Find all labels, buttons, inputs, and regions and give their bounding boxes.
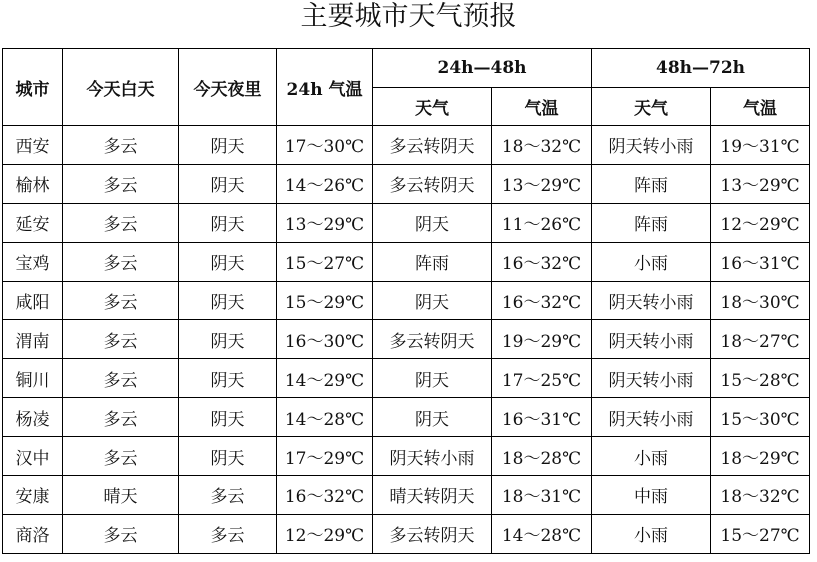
- cell-temp-48h: 17～25℃: [492, 359, 592, 398]
- cell-temp-72h: 19～31℃: [711, 126, 810, 165]
- table-row: [3, 398, 810, 437]
- cell-temp-24h: 14～26℃: [277, 164, 373, 203]
- cell-today-day: 多云: [63, 359, 179, 398]
- header-temp-24h: 24h 气温: [277, 49, 373, 126]
- header-today-night: 今天夜里: [179, 49, 277, 126]
- cell-weather-48h: 阴天: [373, 281, 492, 320]
- cell-weather-48h: 晴天转阴天: [373, 476, 492, 515]
- cell-temp-72h: 15～27℃: [711, 514, 810, 553]
- cell-temp-48h: 16～32℃: [492, 281, 592, 320]
- cell-weather-72h: 小雨: [592, 514, 711, 553]
- table-row: [3, 437, 810, 476]
- cell-today-day: 多云: [63, 437, 179, 476]
- cell-weather-72h: 中雨: [592, 476, 711, 515]
- cell-today-night: 多云: [179, 476, 277, 515]
- header-range-24-48: 24h—48h: [373, 49, 592, 88]
- header-temp-72: 气温: [711, 88, 810, 126]
- cell-temp-48h: 14～28℃: [492, 514, 592, 553]
- cell-weather-72h: 小雨: [592, 242, 711, 281]
- cell-weather-72h: 阵雨: [592, 203, 711, 242]
- cell-today-night: 阴天: [179, 320, 277, 359]
- cell-temp-48h: 13～29℃: [492, 164, 592, 203]
- cell-today-night: 阴天: [179, 242, 277, 281]
- cell-weather-48h: 多云转阴天: [373, 164, 492, 203]
- cell-today-night: 阴天: [179, 281, 277, 320]
- cell-temp-48h: 16～32℃: [492, 242, 592, 281]
- cell-weather-72h: 阴天转小雨: [592, 126, 711, 165]
- cell-temp-72h: 15～30℃: [711, 398, 810, 437]
- cell-city: 延安: [3, 203, 63, 242]
- cell-today-day: 多云: [63, 242, 179, 281]
- cell-temp-48h: 18～28℃: [492, 437, 592, 476]
- page-title: 主要城市天气预报: [300, 1, 517, 32]
- cell-today-night: 阴天: [179, 437, 277, 476]
- cell-today-day: 多云: [63, 126, 179, 165]
- cell-temp-48h: 18～31℃: [492, 476, 592, 515]
- cell-weather-72h: 阴天转小雨: [592, 398, 711, 437]
- cell-temp-24h: 14～29℃: [277, 359, 373, 398]
- cell-city: 安康: [3, 476, 63, 515]
- cell-city: 西安: [3, 126, 63, 165]
- cell-temp-72h: 18～29℃: [711, 437, 810, 476]
- cell-weather-72h: 阴天转小雨: [592, 359, 711, 398]
- header-weather-48: 天气: [373, 88, 492, 126]
- cell-weather-48h: 多云转阴天: [373, 126, 492, 165]
- cell-city: 杨凌: [3, 398, 63, 437]
- cell-temp-24h: 15～29℃: [277, 281, 373, 320]
- cell-city: 商洛: [3, 514, 63, 553]
- cell-today-day: 多云: [63, 203, 179, 242]
- cell-today-night: 阴天: [179, 359, 277, 398]
- table-row: [3, 359, 810, 398]
- cell-temp-24h: 17～29℃: [277, 437, 373, 476]
- table-row: [3, 242, 810, 281]
- cell-weather-72h: 阵雨: [592, 164, 711, 203]
- cell-city: 榆林: [3, 164, 63, 203]
- table-row: [3, 476, 810, 515]
- cell-city: 咸阳: [3, 281, 63, 320]
- table-row: [3, 281, 810, 320]
- cell-weather-48h: 阵雨: [373, 242, 492, 281]
- cell-temp-48h: 18～32℃: [492, 126, 592, 165]
- cell-temp-24h: 15～27℃: [277, 242, 373, 281]
- cell-temp-48h: 16～31℃: [492, 398, 592, 437]
- cell-today-day: 晴天: [63, 476, 179, 515]
- header-city: 城市: [3, 49, 63, 126]
- cell-today-day: 多云: [63, 164, 179, 203]
- cell-today-day: 多云: [63, 398, 179, 437]
- table-row: [3, 320, 810, 359]
- forecast-table: [2, 48, 810, 554]
- cell-today-day: 多云: [63, 320, 179, 359]
- cell-today-night: 阴天: [179, 398, 277, 437]
- header-range-48-72: 48h—72h: [592, 49, 810, 88]
- cell-temp-48h: 11～26℃: [492, 203, 592, 242]
- table-row: [3, 514, 810, 553]
- cell-today-day: 多云: [63, 514, 179, 553]
- cell-weather-48h: 阴天: [373, 359, 492, 398]
- cell-temp-72h: 18～27℃: [711, 320, 810, 359]
- cell-temp-72h: 18～32℃: [711, 476, 810, 515]
- table-row: [3, 164, 810, 203]
- header-temp-48: 气温: [492, 88, 592, 126]
- cell-weather-48h: 多云转阴天: [373, 320, 492, 359]
- cell-weather-48h: 阴天: [373, 398, 492, 437]
- cell-temp-48h: 19～29℃: [492, 320, 592, 359]
- cell-today-night: 阴天: [179, 164, 277, 203]
- cell-temp-72h: 12～29℃: [711, 203, 810, 242]
- cell-today-day: 多云: [63, 281, 179, 320]
- cell-weather-48h: 阴天: [373, 203, 492, 242]
- cell-weather-48h: 多云转阴天: [373, 514, 492, 553]
- cell-temp-24h: 13～29℃: [277, 203, 373, 242]
- cell-weather-72h: 小雨: [592, 437, 711, 476]
- cell-city: 渭南: [3, 320, 63, 359]
- header-weather-72: 天气: [592, 88, 711, 126]
- cell-today-night: 阴天: [179, 126, 277, 165]
- cell-weather-72h: 阴天转小雨: [592, 281, 711, 320]
- cell-city: 铜川: [3, 359, 63, 398]
- cell-temp-72h: 13～29℃: [711, 164, 810, 203]
- cell-temp-72h: 15～28℃: [711, 359, 810, 398]
- cell-temp-24h: 14～28℃: [277, 398, 373, 437]
- cell-temp-24h: 16～30℃: [277, 320, 373, 359]
- cell-temp-72h: 18～30℃: [711, 281, 810, 320]
- cell-today-night: 阴天: [179, 203, 277, 242]
- table-row: [3, 126, 810, 165]
- cell-temp-24h: 12～29℃: [277, 514, 373, 553]
- cell-city: 汉中: [3, 437, 63, 476]
- cell-city: 宝鸡: [3, 242, 63, 281]
- header-today-day: 今天白天: [63, 49, 179, 126]
- cell-temp-24h: 17～30℃: [277, 126, 373, 165]
- cell-weather-72h: 阴天转小雨: [592, 320, 711, 359]
- cell-weather-48h: 阴天转小雨: [373, 437, 492, 476]
- table-row: [3, 203, 810, 242]
- cell-temp-24h: 16～32℃: [277, 476, 373, 515]
- cell-today-night: 多云: [179, 514, 277, 553]
- cell-temp-72h: 16～31℃: [711, 242, 810, 281]
